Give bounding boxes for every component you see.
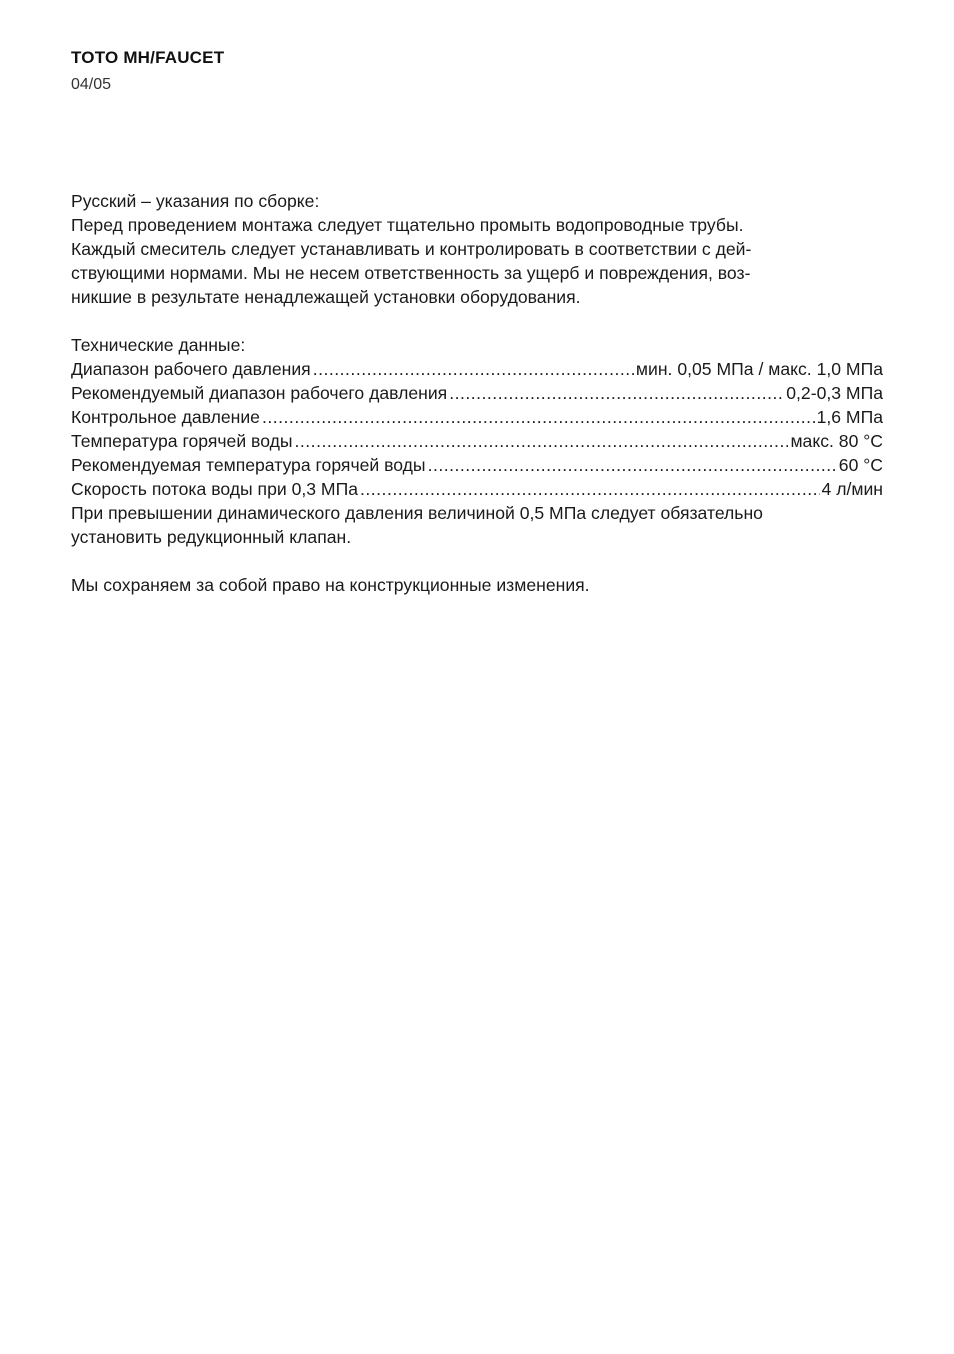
- spec-value: мин. 0,05 МПа / макс. 1,0 МПа: [635, 359, 883, 379]
- dot-leader: [313, 357, 634, 381]
- spec-row: [71, 453, 883, 477]
- spec-label: Скорость потока воды при 0,3 МПа: [71, 479, 358, 499]
- assembly-line: Каждый смеситель следует устанавливать и контролировать в соответствии с дей-: [71, 239, 752, 259]
- spec-label: Диапазон рабочего давления: [71, 359, 311, 379]
- footer-section: [71, 573, 883, 597]
- dot-leader: [449, 381, 784, 405]
- dot-leader: [295, 429, 789, 453]
- spec-row: [71, 429, 883, 453]
- assembly-heading: Русский – указания по сборке:: [71, 191, 320, 211]
- spacer: [71, 549, 883, 573]
- brand-title: TOTO MH/FAUCET: [71, 48, 225, 67]
- dot-leader: [428, 453, 837, 477]
- spec-value: 60 °С: [838, 455, 883, 475]
- assembly-section: [71, 189, 883, 309]
- assembly-line: Перед проведением монтажа следует тщательно промыть водопроводные трубы.: [71, 215, 744, 235]
- spec-value: макс. 80 °С: [790, 431, 883, 451]
- dot-leader: [360, 477, 820, 501]
- spec-label: Рекомендуемый диапазон рабочего давления: [71, 383, 448, 403]
- dot-leader: [262, 405, 815, 429]
- edition-number: 04/05: [71, 76, 112, 93]
- spec-label: Температура горячей воды: [71, 431, 293, 451]
- spec-row: [71, 477, 883, 501]
- spec-row: [71, 405, 883, 429]
- spec-value: 4 л/мин: [821, 479, 883, 499]
- document-header: [71, 48, 224, 95]
- tech-note-line: При превышении динамического давления величиной 0,5 МПа следует обязательно: [71, 503, 763, 523]
- assembly-line: никшие в результате ненадлежащей установки оборудования.: [71, 287, 581, 307]
- document-body: [71, 189, 883, 597]
- spec-label: Контрольное давление: [71, 407, 260, 427]
- spec-row: [71, 357, 883, 381]
- tech-note-line: установить редукционный клапан.: [71, 527, 352, 547]
- spec-value: 0,2-0,3 МПа: [786, 383, 883, 403]
- spec-value: 1,6 МПа: [816, 407, 883, 427]
- rights-note: Мы сохраняем за собой право на конструкционные изменения.: [71, 575, 590, 595]
- tech-heading: Технические данные:: [71, 335, 246, 355]
- tech-section: [71, 333, 883, 549]
- spacer: [71, 309, 883, 333]
- spec-label: Рекомендуемая температура горячей воды: [71, 455, 426, 475]
- assembly-line: ствующими нормами. Мы не несем ответственность за ущерб и повреждения, воз-: [71, 263, 751, 283]
- spec-row: [71, 381, 883, 405]
